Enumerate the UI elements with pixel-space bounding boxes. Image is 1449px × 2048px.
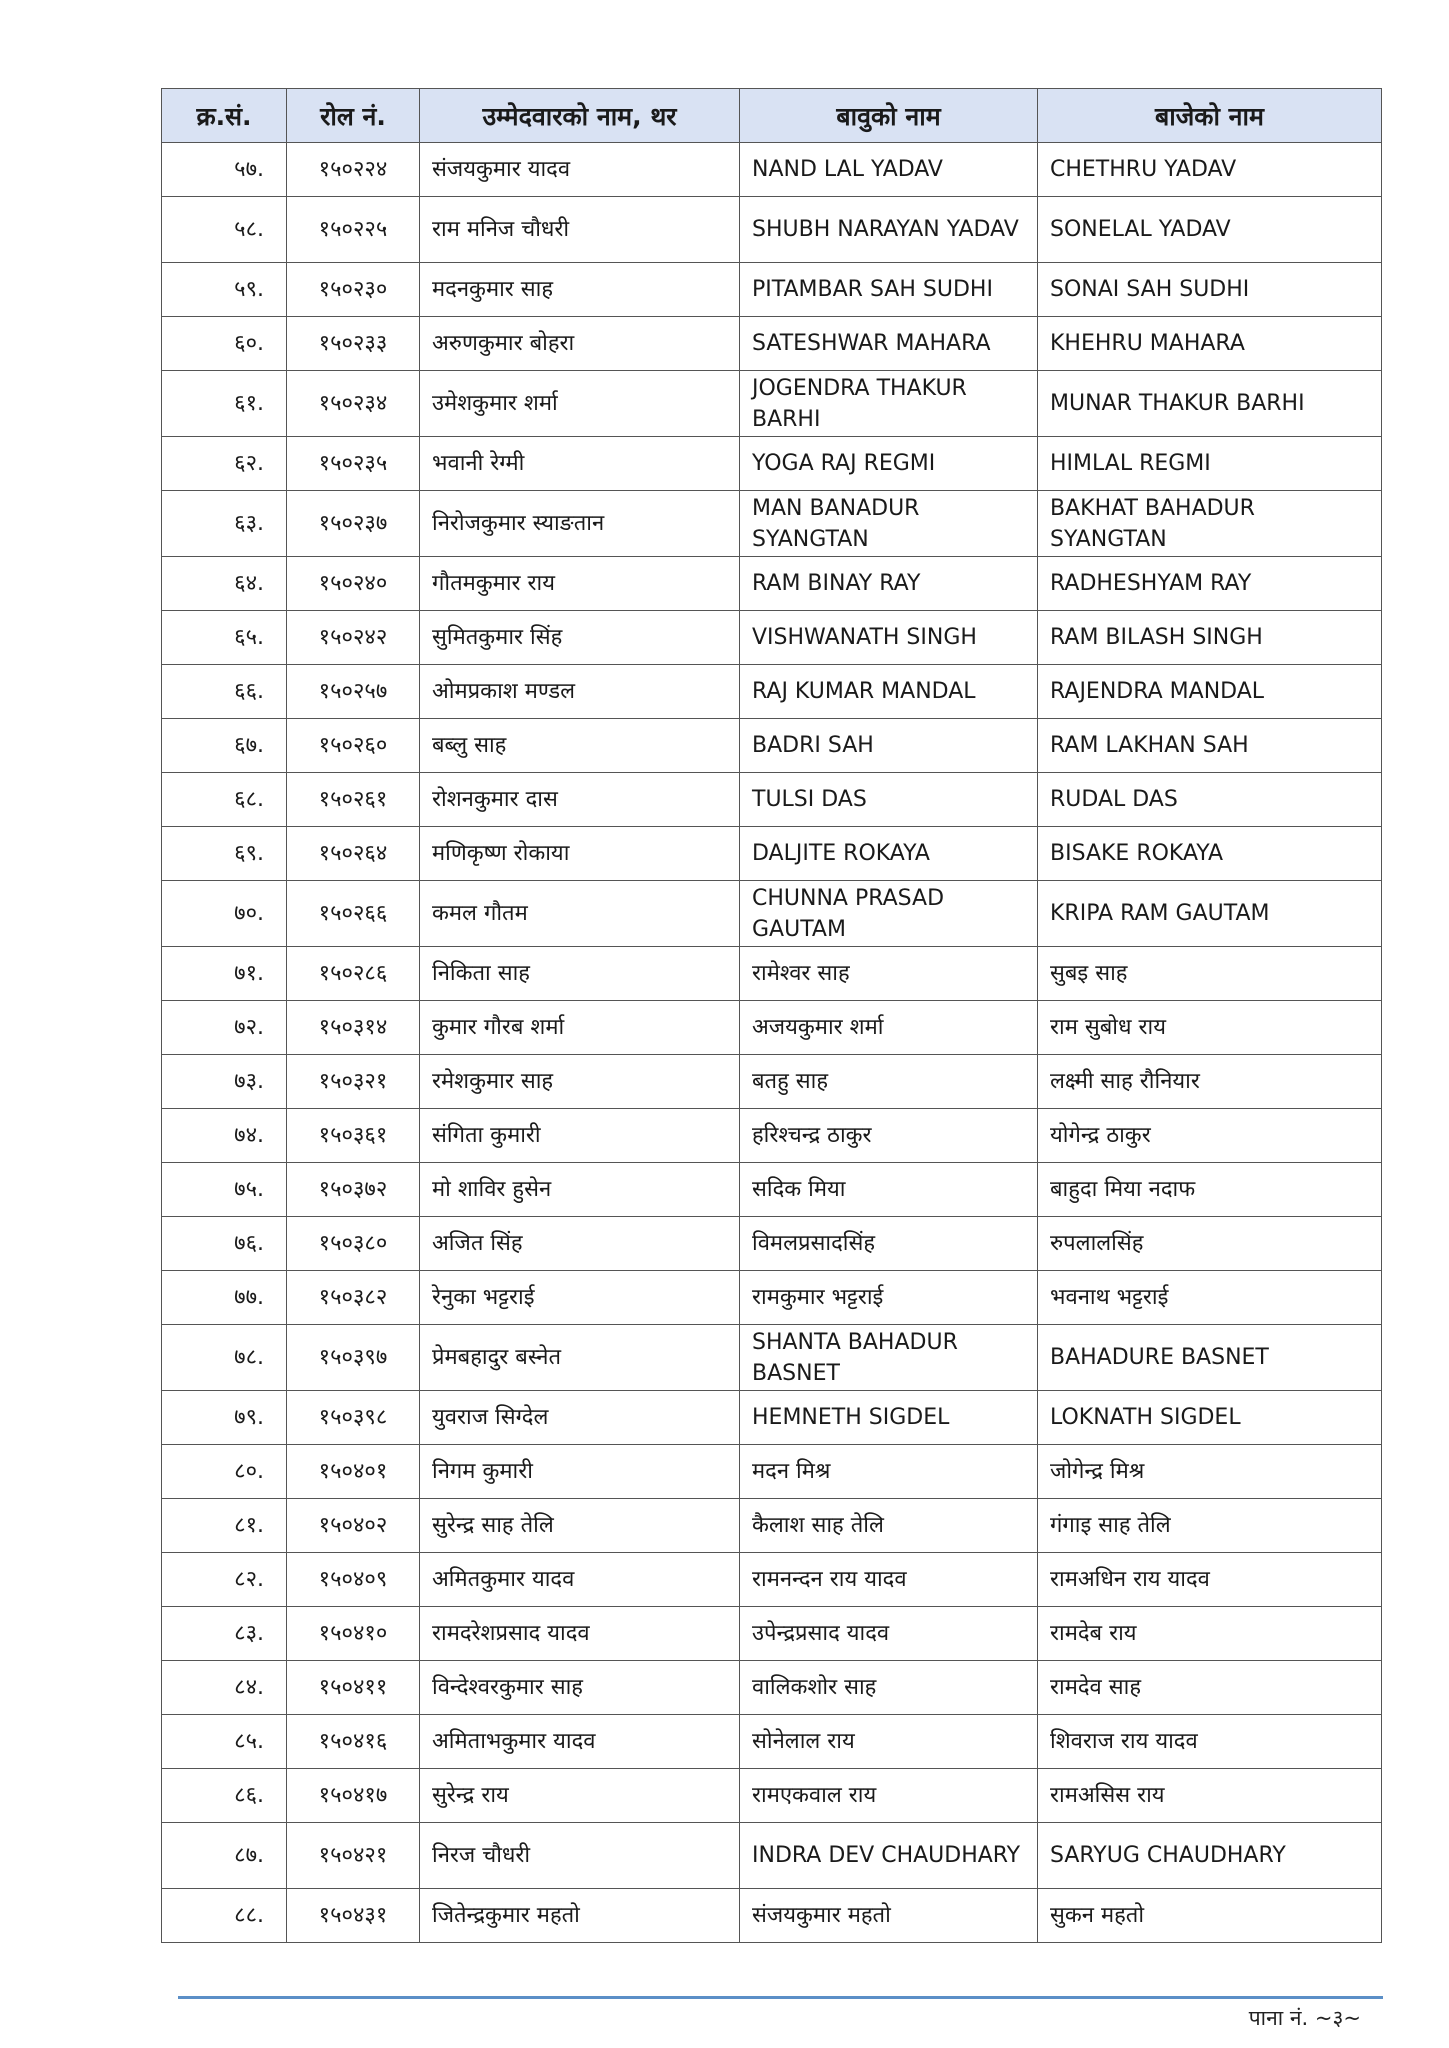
serial-number-cell: ७६. bbox=[162, 1217, 287, 1271]
grandfather-name-cell: BAKHAT BAHADUR SYANGTAN bbox=[1038, 491, 1382, 557]
table-row bbox=[162, 1217, 1382, 1271]
roll-number-cell: १५०३७२ bbox=[287, 1163, 420, 1217]
serial-number-cell: ७८. bbox=[162, 1325, 287, 1391]
roll-number-cell: १५०३९७ bbox=[287, 1325, 420, 1391]
results-table bbox=[161, 88, 1382, 1943]
roll-number-cell: १५०४१० bbox=[287, 1607, 420, 1661]
father-name-cell: INDRA DEV CHAUDHARY bbox=[740, 1823, 1038, 1889]
father-name-cell: SATESHWAR MAHARA bbox=[740, 317, 1038, 371]
father-name-cell: CHUNNA PRASAD GAUTAM bbox=[740, 881, 1038, 947]
candidate-name-cell: सुमितकुमार सिंह bbox=[420, 611, 740, 665]
grandfather-name-cell: SARYUG CHAUDHARY bbox=[1038, 1823, 1382, 1889]
table-row bbox=[162, 827, 1382, 881]
header-candidate-name: उम्मेदवारको नाम, थर bbox=[420, 89, 740, 143]
table-row bbox=[162, 665, 1382, 719]
grandfather-name-cell: बाहुदा मिया नदाफ bbox=[1038, 1163, 1382, 1217]
serial-number-cell: ६२. bbox=[162, 437, 287, 491]
serial-number-cell: ८३. bbox=[162, 1607, 287, 1661]
table-row bbox=[162, 1109, 1382, 1163]
candidate-name-cell: रामदरेशप्रसाद यादव bbox=[420, 1607, 740, 1661]
grandfather-name-cell: गंगाइ साह तेलि bbox=[1038, 1499, 1382, 1553]
candidate-name-cell: कमल गौतम bbox=[420, 881, 740, 947]
roll-number-cell: १५०२६४ bbox=[287, 827, 420, 881]
serial-number-cell: ८४. bbox=[162, 1661, 287, 1715]
candidate-name-cell: निरज चौधरी bbox=[420, 1823, 740, 1889]
serial-number-cell: ५८. bbox=[162, 197, 287, 263]
table-row bbox=[162, 1499, 1382, 1553]
roll-number-cell: १५०२४० bbox=[287, 557, 420, 611]
father-name-cell: रामेश्वर साह bbox=[740, 947, 1038, 1001]
serial-number-cell: ७१. bbox=[162, 947, 287, 1001]
candidate-name-cell: निगम कुमारी bbox=[420, 1445, 740, 1499]
father-name-cell: SHANTA BAHADUR BASNET bbox=[740, 1325, 1038, 1391]
roll-number-cell: १५०२२५ bbox=[287, 197, 420, 263]
candidate-name-cell: सुरेन्द्र राय bbox=[420, 1769, 740, 1823]
candidate-name-cell: प्रेमबहादुर बस्नेत bbox=[420, 1325, 740, 1391]
roll-number-cell: १५०२६० bbox=[287, 719, 420, 773]
candidate-name-cell: ओमप्रकाश मण्डल bbox=[420, 665, 740, 719]
serial-number-cell: ६३. bbox=[162, 491, 287, 557]
roll-number-cell: १५०४२१ bbox=[287, 1823, 420, 1889]
roll-number-cell: १५०२३० bbox=[287, 263, 420, 317]
candidate-name-cell: कुमार गौरब शर्मा bbox=[420, 1001, 740, 1055]
table-row bbox=[162, 557, 1382, 611]
serial-number-cell: ८५. bbox=[162, 1715, 287, 1769]
roll-number-cell: १५०२६१ bbox=[287, 773, 420, 827]
father-name-cell: PITAMBAR SAH SUDHI bbox=[740, 263, 1038, 317]
father-name-cell: हरिश्चन्द्र ठाकुर bbox=[740, 1109, 1038, 1163]
father-name-cell: वालिकशोर साह bbox=[740, 1661, 1038, 1715]
table-row bbox=[162, 1055, 1382, 1109]
serial-number-cell: ६४. bbox=[162, 557, 287, 611]
candidate-name-cell: रेनुका भट्टराई bbox=[420, 1271, 740, 1325]
header-serial-number: क्र.सं. bbox=[162, 89, 287, 143]
serial-number-cell: ७९. bbox=[162, 1391, 287, 1445]
grandfather-name-cell: योगेन्द्र ठाकुर bbox=[1038, 1109, 1382, 1163]
father-name-cell: विमलप्रसादसिंह bbox=[740, 1217, 1038, 1271]
roll-number-cell: १५०२३७ bbox=[287, 491, 420, 557]
father-name-cell: RAJ KUMAR MANDAL bbox=[740, 665, 1038, 719]
grandfather-name-cell: KHEHRU MAHARA bbox=[1038, 317, 1382, 371]
roll-number-cell: १५०२३५ bbox=[287, 437, 420, 491]
roll-number-cell: १५०३२१ bbox=[287, 1055, 420, 1109]
father-name-cell: संजयकुमार महतो bbox=[740, 1889, 1038, 1943]
serial-number-cell: ८६. bbox=[162, 1769, 287, 1823]
roll-number-cell: १५०२३३ bbox=[287, 317, 420, 371]
roll-number-cell: १५०२५७ bbox=[287, 665, 420, 719]
serial-number-cell: ७५. bbox=[162, 1163, 287, 1217]
candidate-name-cell: संजयकुमार यादव bbox=[420, 143, 740, 197]
serial-number-cell: ६१. bbox=[162, 371, 287, 437]
serial-number-cell: ६८. bbox=[162, 773, 287, 827]
candidate-name-cell: सुरेन्द्र साह तेलि bbox=[420, 1499, 740, 1553]
grandfather-name-cell: RAJENDRA MANDAL bbox=[1038, 665, 1382, 719]
father-name-cell: HEMNETH SIGDEL bbox=[740, 1391, 1038, 1445]
table-row bbox=[162, 773, 1382, 827]
candidate-name-cell: अरुणकुमार बोहरा bbox=[420, 317, 740, 371]
grandfather-name-cell: RUDAL DAS bbox=[1038, 773, 1382, 827]
table-row bbox=[162, 947, 1382, 1001]
candidate-name-cell: जितेन्द्रकुमार महतो bbox=[420, 1889, 740, 1943]
candidate-name-cell: गौतमकुमार राय bbox=[420, 557, 740, 611]
grandfather-name-cell: लक्ष्मी साह रौनियार bbox=[1038, 1055, 1382, 1109]
roll-number-cell: १५०४०९ bbox=[287, 1553, 420, 1607]
roll-number-cell: १५०३८० bbox=[287, 1217, 420, 1271]
serial-number-cell: ६५. bbox=[162, 611, 287, 665]
grandfather-name-cell: सुबइ साह bbox=[1038, 947, 1382, 1001]
roll-number-cell: १५०३८२ bbox=[287, 1271, 420, 1325]
father-name-cell: VISHWANATH SINGH bbox=[740, 611, 1038, 665]
serial-number-cell: ५७. bbox=[162, 143, 287, 197]
father-name-cell: YOGA RAJ REGMI bbox=[740, 437, 1038, 491]
father-name-cell: रामनन्दन राय यादव bbox=[740, 1553, 1038, 1607]
grandfather-name-cell: राम सुबोध राय bbox=[1038, 1001, 1382, 1055]
candidate-name-cell: संगिता कुमारी bbox=[420, 1109, 740, 1163]
father-name-cell: BADRI SAH bbox=[740, 719, 1038, 773]
serial-number-cell: ५९. bbox=[162, 263, 287, 317]
table-row bbox=[162, 1889, 1382, 1943]
roll-number-cell: १५०२४२ bbox=[287, 611, 420, 665]
father-name-cell: अजयकुमार शर्मा bbox=[740, 1001, 1038, 1055]
candidate-name-cell: मणिकृष्ण रोकाया bbox=[420, 827, 740, 881]
candidate-name-cell: उमेशकुमार शर्मा bbox=[420, 371, 740, 437]
candidate-name-cell: निरोजकुमार स्याङतान bbox=[420, 491, 740, 557]
table-row bbox=[162, 1163, 1382, 1217]
roll-number-cell: १५०२८६ bbox=[287, 947, 420, 1001]
grandfather-name-cell: RAM LAKHAN SAH bbox=[1038, 719, 1382, 773]
roll-number-cell: १५०४३१ bbox=[287, 1889, 420, 1943]
roll-number-cell: १५०३६१ bbox=[287, 1109, 420, 1163]
grandfather-name-cell: HIMLAL REGMI bbox=[1038, 437, 1382, 491]
candidate-name-cell: राम मनिज चौधरी bbox=[420, 197, 740, 263]
candidate-name-cell: युवराज सिग्देल bbox=[420, 1391, 740, 1445]
grandfather-name-cell: LOKNATH SIGDEL bbox=[1038, 1391, 1382, 1445]
table-body bbox=[162, 143, 1382, 1943]
grandfather-name-cell: BISAKE ROKAYA bbox=[1038, 827, 1382, 881]
candidate-name-cell: अमितकुमार यादव bbox=[420, 1553, 740, 1607]
roll-number-cell: १५०४०२ bbox=[287, 1499, 420, 1553]
table-row bbox=[162, 317, 1382, 371]
grandfather-name-cell: RADHESHYAM RAY bbox=[1038, 557, 1382, 611]
roll-number-cell: १५०३९८ bbox=[287, 1391, 420, 1445]
father-name-cell: बतहु साह bbox=[740, 1055, 1038, 1109]
father-name-cell: सोनेलाल राय bbox=[740, 1715, 1038, 1769]
grandfather-name-cell: शिवराज राय यादव bbox=[1038, 1715, 1382, 1769]
serial-number-cell: ६६. bbox=[162, 665, 287, 719]
grandfather-name-cell: RAM BILASH SINGH bbox=[1038, 611, 1382, 665]
header-grandfather-name: बाजेको नाम bbox=[1038, 89, 1382, 143]
table-row bbox=[162, 1445, 1382, 1499]
table-row bbox=[162, 1391, 1382, 1445]
father-name-cell: सदिक मिया bbox=[740, 1163, 1038, 1217]
serial-number-cell: ६०. bbox=[162, 317, 287, 371]
candidate-name-cell: रमेशकुमार साह bbox=[420, 1055, 740, 1109]
candidate-name-cell: रोशनकुमार दास bbox=[420, 773, 740, 827]
serial-number-cell: ७२. bbox=[162, 1001, 287, 1055]
table-row bbox=[162, 143, 1382, 197]
serial-number-cell: ८८. bbox=[162, 1889, 287, 1943]
table-row bbox=[162, 263, 1382, 317]
roll-number-cell: १५०२२४ bbox=[287, 143, 420, 197]
roll-number-cell: १५०४१७ bbox=[287, 1769, 420, 1823]
grandfather-name-cell: सुकन महतो bbox=[1038, 1889, 1382, 1943]
father-name-cell: NAND LAL YADAV bbox=[740, 143, 1038, 197]
father-name-cell: DALJITE ROKAYA bbox=[740, 827, 1038, 881]
roll-number-cell: १५०३१४ bbox=[287, 1001, 420, 1055]
father-name-cell: SHUBH NARAYAN YADAV bbox=[740, 197, 1038, 263]
table-row bbox=[162, 371, 1382, 437]
father-name-cell: रामएकवाल राय bbox=[740, 1769, 1038, 1823]
grandfather-name-cell: रामअधिन राय यादव bbox=[1038, 1553, 1382, 1607]
grandfather-name-cell: CHETHRU YADAV bbox=[1038, 143, 1382, 197]
father-name-cell: RAM BINAY RAY bbox=[740, 557, 1038, 611]
serial-number-cell: ७३. bbox=[162, 1055, 287, 1109]
father-name-cell: रामकुमार भट्टराई bbox=[740, 1271, 1038, 1325]
father-name-cell: JOGENDRA THAKUR BARHI bbox=[740, 371, 1038, 437]
grandfather-name-cell: रामअसिस राय bbox=[1038, 1769, 1382, 1823]
father-name-cell: कैलाश साह तेलि bbox=[740, 1499, 1038, 1553]
roll-number-cell: १५०२६६ bbox=[287, 881, 420, 947]
serial-number-cell: ८२. bbox=[162, 1553, 287, 1607]
roll-number-cell: १५०२३४ bbox=[287, 371, 420, 437]
table-row bbox=[162, 1715, 1382, 1769]
grandfather-name-cell: रामदेब राय bbox=[1038, 1607, 1382, 1661]
father-name-cell: उपेन्द्रप्रसाद यादव bbox=[740, 1607, 1038, 1661]
candidate-name-cell: बब्लु साह bbox=[420, 719, 740, 773]
header-row bbox=[162, 89, 1382, 143]
table-row bbox=[162, 1325, 1382, 1391]
table-row bbox=[162, 1271, 1382, 1325]
header-father-name: बावुको नाम bbox=[740, 89, 1038, 143]
serial-number-cell: ६९. bbox=[162, 827, 287, 881]
footer-divider bbox=[178, 1996, 1383, 1999]
table-row bbox=[162, 1001, 1382, 1055]
candidate-name-cell: अजित सिंह bbox=[420, 1217, 740, 1271]
grandfather-name-cell: BAHADURE BASNET bbox=[1038, 1325, 1382, 1391]
grandfather-name-cell: SONELAL YADAV bbox=[1038, 197, 1382, 263]
candidate-name-cell: निकिता साह bbox=[420, 947, 740, 1001]
candidate-name-cell: अमिताभकुमार यादव bbox=[420, 1715, 740, 1769]
grandfather-name-cell: रुपलालसिंह bbox=[1038, 1217, 1382, 1271]
table-row bbox=[162, 881, 1382, 947]
candidate-name-cell: विन्देश्वरकुमार साह bbox=[420, 1661, 740, 1715]
roll-number-cell: १५०४०१ bbox=[287, 1445, 420, 1499]
candidate-name-cell: मो शाविर हुसेन bbox=[420, 1163, 740, 1217]
table-row bbox=[162, 491, 1382, 557]
table-row bbox=[162, 1553, 1382, 1607]
candidate-name-cell: मदनकुमार साह bbox=[420, 263, 740, 317]
grandfather-name-cell: जोगेन्द्र मिश्र bbox=[1038, 1445, 1382, 1499]
grandfather-name-cell: SONAI SAH SUDHI bbox=[1038, 263, 1382, 317]
header-roll-number: रोल नं. bbox=[287, 89, 420, 143]
serial-number-cell: ८०. bbox=[162, 1445, 287, 1499]
table-row bbox=[162, 611, 1382, 665]
table-row bbox=[162, 1769, 1382, 1823]
father-name-cell: MAN BANADUR SYANGTAN bbox=[740, 491, 1038, 557]
roll-number-cell: १५०४११ bbox=[287, 1661, 420, 1715]
roll-number-cell: १५०४१६ bbox=[287, 1715, 420, 1769]
serial-number-cell: ८७. bbox=[162, 1823, 287, 1889]
father-name-cell: मदन मिश्र bbox=[740, 1445, 1038, 1499]
table-row bbox=[162, 1661, 1382, 1715]
grandfather-name-cell: रामदेव साह bbox=[1038, 1661, 1382, 1715]
serial-number-cell: ६७. bbox=[162, 719, 287, 773]
serial-number-cell: ७०. bbox=[162, 881, 287, 947]
table-row bbox=[162, 437, 1382, 491]
serial-number-cell: ८१. bbox=[162, 1499, 287, 1553]
table-row bbox=[162, 1607, 1382, 1661]
table-row bbox=[162, 1823, 1382, 1889]
candidate-name-cell: भवानी रेग्मी bbox=[420, 437, 740, 491]
father-name-cell: TULSI DAS bbox=[740, 773, 1038, 827]
grandfather-name-cell: KRIPA RAM GAUTAM bbox=[1038, 881, 1382, 947]
grandfather-name-cell: MUNAR THAKUR BARHI bbox=[1038, 371, 1382, 437]
table-row bbox=[162, 719, 1382, 773]
serial-number-cell: ७४. bbox=[162, 1109, 287, 1163]
page-number: पाना नं. ~३~ bbox=[1248, 2006, 1361, 2030]
table-row bbox=[162, 197, 1382, 263]
serial-number-cell: ७७. bbox=[162, 1271, 287, 1325]
grandfather-name-cell: भवनाथ भट्टराई bbox=[1038, 1271, 1382, 1325]
